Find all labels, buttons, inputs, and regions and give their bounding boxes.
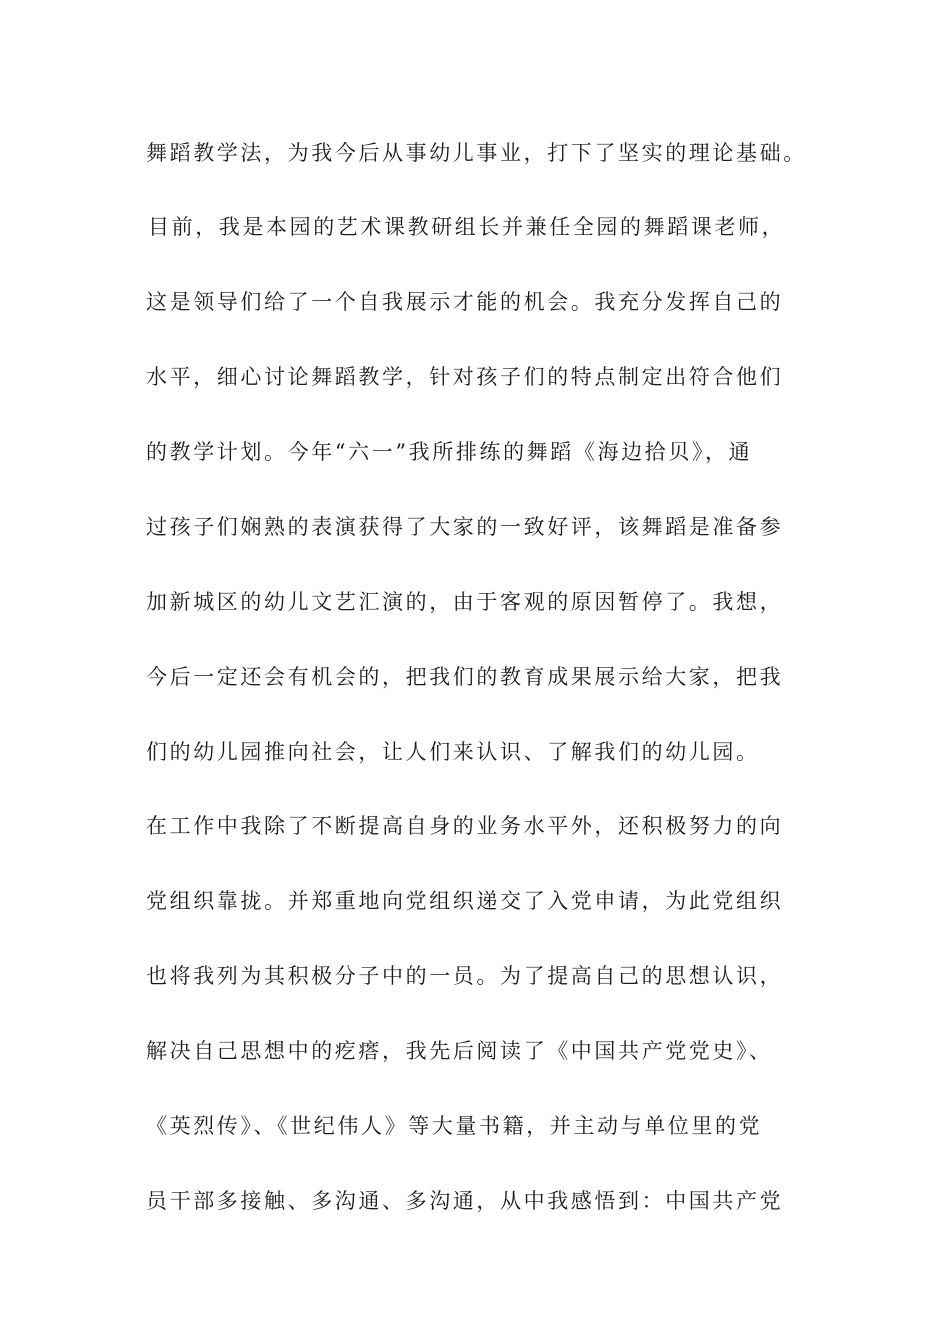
text-line: 的教学计划。今年“六一”我所排练的舞蹈《海边拾贝》，通: [146, 440, 753, 464]
text-line: 今后一定还会有机会的，把我们的教育成果展示给大家，把我: [146, 665, 784, 689]
text-line: 过孩子们娴熟的表演获得了大家的一致好评，该舞蹈是准备参: [146, 515, 784, 539]
text-line: 也将我列为其积极分子中的一员。为了提高自己的思想认识，: [146, 964, 784, 988]
text-line: 解决自己思想中的疙瘩，我先后阅读了《中国共产党党史》、: [146, 1039, 773, 1063]
text-line: 员干部多接触、多沟通、多沟通，从中我感悟到：中国共产党: [146, 1189, 784, 1213]
text-line: 舞蹈教学法，为我今后从事幼儿事业，打下了坚实的理论基础。: [146, 141, 807, 165]
text-line: 目前，我是本园的艺术课教研组长并兼任全园的舞蹈课老师，: [148, 215, 786, 239]
text-line: 这是领导们给了一个自我展示才能的机会。我充分发挥自己的: [146, 290, 784, 314]
text-line: 水平，细心讨论舞蹈教学，针对孩子们的特点制定出符合他们: [146, 365, 784, 389]
text-line: 们的幼儿园推向社会，让人们来认识、了解我们的幼儿园。: [146, 740, 760, 764]
text-line: 在工作中我除了不断提高自身的业务水平外，还积极努力的向: [146, 814, 784, 838]
text-line: 《英烈传》、《世纪伟人》等大量书籍，并主动与单位里的党: [146, 1114, 763, 1138]
text-line: 加新城区的幼儿文艺汇演的，由于客观的原因暂停了。我想，: [146, 590, 784, 614]
text-line: 党组织靠拢。并郑重地向党组织递交了入党申请，为此党组织: [146, 889, 784, 913]
